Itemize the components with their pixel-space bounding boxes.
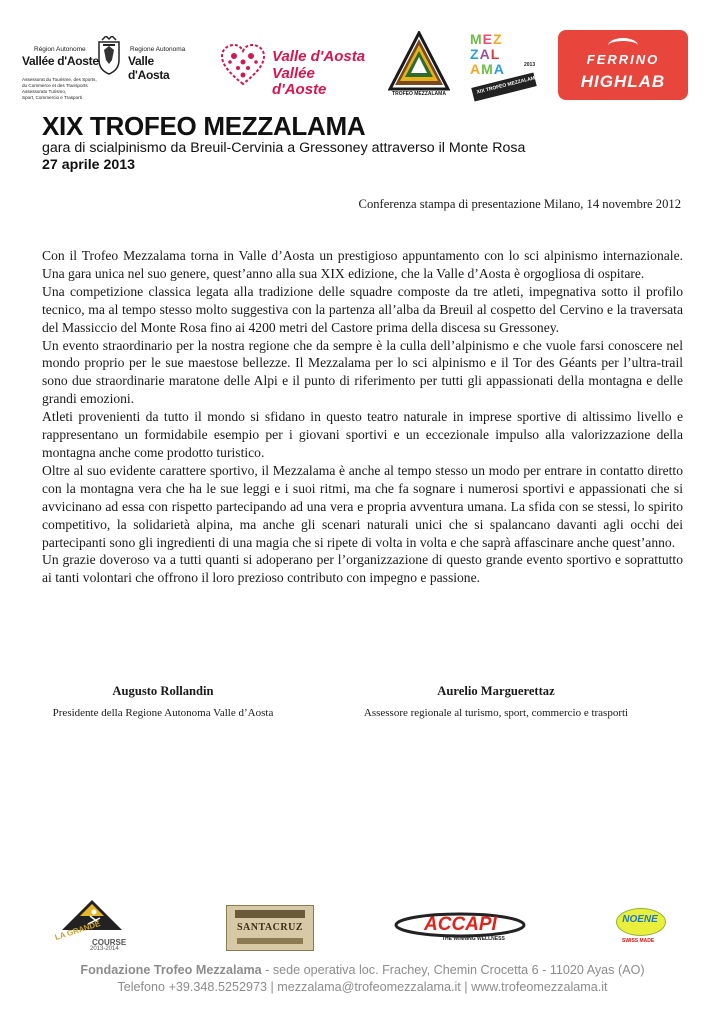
region-dept-4: Sport, Commercio e Trasporti — [22, 95, 82, 100]
mezz-letter-5: A — [479, 46, 491, 62]
region-logo — [22, 36, 192, 116]
paragraph: Un evento straordinario per la nostra regione che da sempre è la culla dell’alpinismo e che vuole farsi conoscere nel mondo proprio per le sue maestose bellezze. Il Mezzalama per lo sci alpinismo e il Tor des Géants per l’ultra-trail sono due straordinarie maratone delle Alpi e il punto di riferimento per tutti gli appassionati della montagna e delle grandi emozioni. — [42, 337, 683, 407]
vda-line1: Valle d'Aosta — [272, 48, 366, 65]
accapi-label: ACCAPI — [424, 914, 497, 935]
grande-course-line2: COURSE — [92, 938, 127, 947]
mezz-letter-6: L — [490, 46, 501, 62]
signature-role: Presidente della Regione Autonoma Valle d’Aosta — [52, 707, 274, 719]
sponsor-accapi — [394, 912, 526, 944]
footer-contacts: Telefono +39.348.5252973 | mezzalama@trofeomezzalama.it | www.trofeomezzalama.it — [117, 980, 608, 994]
trofeo-logo — [388, 31, 450, 101]
region-dept-1: Assessorat du Tourisme, des Sports, — [22, 77, 97, 82]
mezzalama-logo — [470, 32, 540, 100]
paragraph: Una competizione classica legata alla tradizione delle squadre composte da tre atleti, impegnativa sotto il profilo tecnico, ma al tempo stesso molto suggestiva con la partenza all’alba da Breuil al cospetto del Cervino e la traversata del Massiccio del Monte Rosa fino ai 4200 metri del Castore prima della discesa su Gressoney. — [42, 283, 683, 335]
page-subtitle: gara di scialpinismo da Breuil-Cervinia a Gressoney attraverso il Monte Rosa — [42, 140, 526, 156]
signature-role: Assessore regionale al turismo, sport, commercio e trasporti — [363, 707, 629, 719]
mezz-letter-9: A — [493, 61, 505, 77]
paragraph: Un grazie doveroso va a tutti quanti si adoperano per l’organizzazione di questo grande evento sportivo e soprattutto ai tanti volontari che offrono il loro prezioso contributo con impegno e passione. — [42, 552, 683, 586]
accapi-tagline: THE WINNING WELLNESS — [442, 936, 505, 942]
signature-right — [350, 684, 642, 719]
heart-icon — [220, 44, 266, 86]
page-title: XIX TROFEO MEZZALAMA — [42, 111, 366, 141]
ferrino-logo — [558, 30, 688, 100]
footer-org-address: - sede operativa loc. Frachey, Chemin Crocetta 6 - 11020 Ayas (AO) — [261, 963, 645, 977]
ferrino-arc-icon — [608, 38, 638, 53]
ferrino-line2: HIGHLAB — [580, 72, 666, 91]
region-left-small: Région Autonome — [34, 46, 86, 53]
mezz-letter-8: M — [481, 61, 494, 77]
mezz-letter-3: Z — [493, 31, 503, 47]
region-right-big: Valle d'Aosta — [128, 54, 170, 82]
santacruz-bottom-band — [237, 938, 303, 944]
grande-course-line1: LA GRANDE — [53, 918, 102, 943]
signature-left — [42, 684, 284, 719]
coat-of-arms-icon — [94, 36, 124, 76]
region-dept-3: Assessorato Turismo, — [22, 89, 67, 94]
signature-name: Aurelio Marguerettaz — [437, 684, 555, 698]
sponsor-santacruz — [226, 905, 314, 951]
mezz-letter-2: E — [482, 31, 494, 47]
trofeo-logo-label: TROFEO MEZZALAMA — [392, 91, 446, 97]
conference-line: Conferenza stampa di presentazione Milano, 14 novembre 2012 — [358, 197, 681, 211]
paragraph: Atleti provenienti da tutto il mondo si sfidano in questo teatro naturale in imprese sportive di altissimo livello e rappresentano un formidabile esempio per i giovani sportivi e un eccezionale impulso alla valorizzazione della montagna anche come prodotto turistico. — [42, 409, 683, 460]
mezz-letter-7: A — [470, 61, 482, 77]
event-date: 27 aprile 2013 — [42, 157, 136, 173]
vda-logo — [220, 42, 370, 98]
region-right-small: Regione Autonoma — [130, 46, 186, 53]
mountain-icon — [388, 31, 450, 93]
paragraph: Con il Trofeo Mezzalama torna in Valle d’Aosta un prestigioso appuntamento con lo sci alpinismo internazionale. Una gara unica nel suo genere, quest’anno alla sua XIX edizione, che la Valle d’Aosta è orgogliosa di ospitare. — [42, 248, 683, 281]
region-left-big: Vallée d'Aoste — [22, 54, 99, 68]
santacruz-band — [235, 910, 305, 918]
mezzalama-caption: XIX TROFEO MEZZALAMA — [476, 74, 540, 96]
body-text — [42, 247, 683, 587]
noene-label: NOENE — [622, 914, 658, 925]
mezz-letter-1: M — [470, 31, 483, 47]
grande-course-years: 2013-2014 — [90, 946, 119, 952]
footer-address — [0, 963, 725, 977]
sponsor-noene — [612, 906, 672, 950]
footer-org-name: Fondazione Trofeo Mezzalama — [80, 963, 262, 977]
mezz-letter-4: Z — [470, 46, 480, 62]
paragraph: Oltre al suo evidente carattere sportivo, il Mezzalama è anche al tempo stesso un modo per entrare in contatto diretto con la montagna vera che ha le sue leggi e i suoi ritmi, ma che fa sognare i numerosi sportivi e appassionati che si avvicinano ad essa con rispetto partecipando ad una vera e propria avventura umana. La sfida con se stessi, lo spirito competitivo, la solidarietà alpina, ma anche gli scenari naturali unici che si spalancano davanti agli occhi dei partecipanti sono gli ingredienti di una magia che si ripete di volta in volta e che saprà affascinare anche quest’anno. — [42, 462, 683, 550]
vda-line2: Vallée d'Aoste — [272, 65, 327, 98]
noene-tagline: SWISS MADE — [622, 938, 655, 944]
mezzalama-year: 2013 — [524, 62, 536, 68]
sponsor-grande-course — [54, 898, 134, 954]
santacruz-label: SANTACRUZ — [237, 922, 303, 933]
signature-name: Augusto Rollandin — [112, 684, 214, 698]
ferrino-line1: FERRINO — [586, 52, 660, 67]
region-dept-2: du Commerce et des Transports — [22, 83, 88, 88]
